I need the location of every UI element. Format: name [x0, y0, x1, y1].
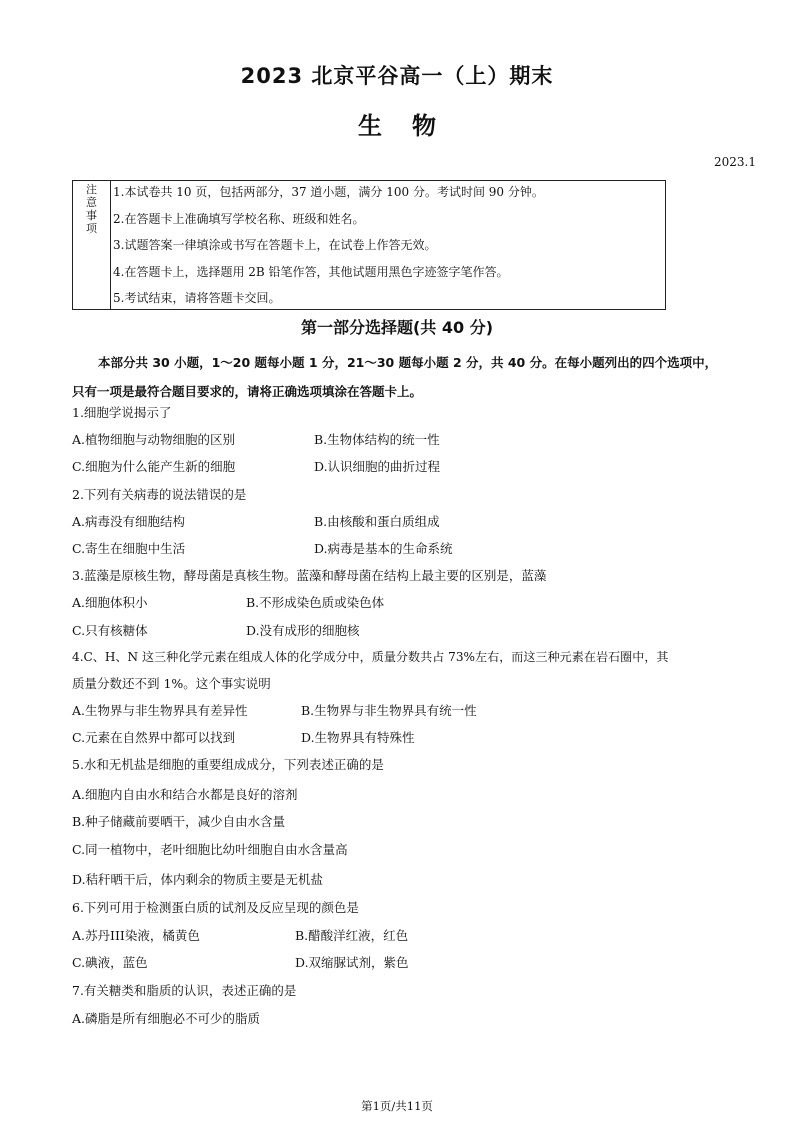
section-title: 第一部分选择题(共 40 分): [300, 318, 494, 337]
option-c: C.同一植物中，老叶细胞比幼叶细胞自由水含量高: [72, 842, 348, 857]
option-d: D.生物界具有特殊性: [301, 730, 415, 745]
notice-box: [72, 180, 666, 310]
option-c: C.只有核糖体: [72, 623, 148, 638]
question-stem: 3.蓝藻是原核生物，酵母菌是真核生物。蓝藻和酵母菌在结构上最主要的区别是，蓝藻: [72, 568, 547, 583]
notice-label-char: 事: [86, 209, 97, 222]
option-a: A.病毒没有细胞结构: [72, 514, 186, 529]
option-c: C.寄生在细胞中生活: [72, 541, 186, 556]
section-intro: 本部分共 30 小题，1～20 题每小题 1 分，21～30 题每小题 2 分，共 40 分。在每小题列出的四个选项中，只有一项是最符合题目要求的，请将正确选项填涂在答题卡上。: [72, 355, 718, 399]
option-b: B.由核酸和蛋白质组成: [314, 514, 440, 529]
option-d: D.没有成形的细胞核: [246, 623, 360, 638]
notice-label-char: 注: [86, 183, 97, 196]
option-b: B.生物界与非生物界具有统一性: [301, 703, 477, 718]
question-stem: 1.细胞学说揭示了: [72, 405, 172, 420]
option-b: B.生物体结构的统一性: [314, 432, 440, 447]
option-b: B.种子储藏前要晒干，减少自由水含量: [72, 814, 286, 829]
question-stem: 7.有关糖类和脂质的认识，表述正确的是: [72, 983, 297, 998]
question-stem: 5.水和无机盐是细胞的重要组成成分，下列表述正确的是: [72, 757, 384, 772]
notice-item: 1.本试卷共 10 页，包括两部分，37 道小题，满分 100 分。考试时间 90 分钟。: [113, 185, 544, 199]
notice-items: [113, 183, 661, 316]
notice-label-char: 意: [86, 196, 97, 209]
option-b: B.醋酸洋红液，红色: [295, 928, 409, 943]
exam-subject: 生物: [358, 112, 466, 140]
notice-item: 3.试题答案一律填涂或书写在答题卡上，在试卷上作答无效。: [113, 238, 437, 252]
option-d: D.秸秆晒干后，体内剩余的物质主要是无机盐: [72, 872, 324, 887]
option-c: C.细胞为什么能产生新的细胞: [72, 459, 236, 474]
notice-item: 4.在答题卡上，选择题用 2B 铅笔作答，其他试题用黑色字迹签字笔作答。: [113, 264, 509, 279]
option-a: A.细胞体积小: [72, 595, 148, 610]
option-a: A.磷脂是所有细胞必不可少的脂质: [72, 1011, 261, 1026]
option-a: A.植物细胞与动物细胞的区别: [72, 432, 236, 447]
option-b: B.不形成染色质或染色体: [246, 595, 385, 610]
exam-date: 2023.1: [714, 155, 756, 169]
question-stem: 6.下列可用于检测蛋白质的试剂及反应呈现的颜色是: [72, 900, 359, 915]
page-number: 第1页/共11页: [361, 1099, 433, 1113]
exam-title: 2023 北京平谷高一（上）期末: [240, 64, 554, 88]
option-d: D.病毒是基本的生命系统: [314, 541, 453, 556]
option-c: C.碘液，蓝色: [72, 955, 148, 970]
option-c: C.元素在自然界中都可以找到: [72, 730, 236, 745]
option-d: D.双缩脲试剂，紫色: [295, 955, 409, 970]
question-stem: 2.下列有关病毒的说法错误的是: [72, 487, 247, 502]
option-a: A.细胞内自由水和结合水都是良好的溶剂: [72, 787, 298, 802]
question-stem-continued: 质量分数还不到 1%。这个事实说明: [72, 676, 271, 691]
option-d: D.认识细胞的曲折过程: [314, 459, 441, 474]
question-stem: 4.C、H、N 这三种化学元素在组成人体的化学成分中，质量分数共占 73%左右，而这三种元素在岩石圈中，其: [72, 650, 669, 664]
option-a: A.生物界与非生物界具有差异性: [72, 703, 248, 718]
notice-label: [73, 181, 111, 309]
notice-item: 2.在答题卡上准确填写学校名称、班级和姓名。: [113, 211, 365, 226]
notice-label-char: 项: [86, 222, 97, 235]
notice-item: 5.考试结束，请将答题卡交回。: [113, 291, 281, 305]
option-a: A.苏丹III染液，橘黄色: [72, 928, 200, 943]
